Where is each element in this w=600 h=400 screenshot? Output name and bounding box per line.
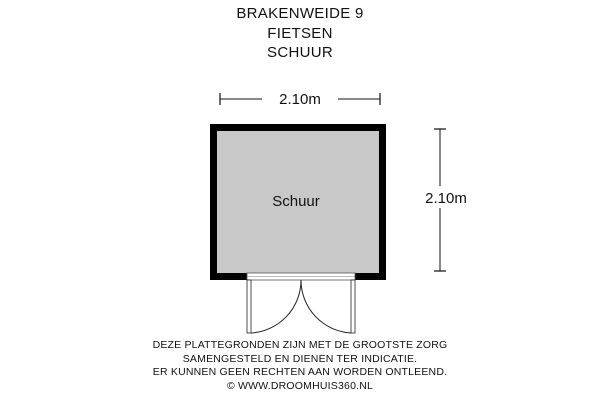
disclaimer-line-2: SAMENGESTELD EN DIENEN TER INDICATIE. — [182, 352, 418, 365]
room-schuur — [210, 124, 386, 280]
door-swing-left — [251, 280, 301, 333]
wall-right — [379, 124, 386, 280]
address-title: BRAKENWEIDE 9 — [236, 5, 364, 22]
city-title: FIETSEN — [267, 24, 333, 42]
disclaimer-line-3: ER KUNNEN GEEN RECHTEN AAN WORDEN ONTLEEND. — [152, 366, 448, 379]
wall-bottom-left — [210, 273, 247, 280]
copyright-line: © WWW.DROOMHUIS360.NL — [226, 379, 374, 392]
disclaimer-line-1: DEZE PLATTEGRONDEN ZIJN MET DE GROOTSTE ZORG — [152, 339, 448, 351]
level-title: SCHUUR — [267, 44, 333, 61]
wall-left — [210, 124, 217, 280]
door-swing-right — [301, 280, 351, 333]
depth-dimension — [418, 129, 467, 271]
width-label: 2.10m — [279, 91, 321, 108]
width-dimension — [220, 89, 380, 109]
disclaimer — [0, 339, 600, 393]
door-leaf-left — [247, 280, 251, 333]
depth-label: 2.10m — [425, 190, 467, 207]
wall-bottom-right — [355, 273, 386, 280]
double-door — [247, 280, 355, 333]
room-label: Schuur — [272, 193, 320, 210]
wall-top — [210, 124, 386, 131]
door-leaf-right — [351, 280, 355, 333]
